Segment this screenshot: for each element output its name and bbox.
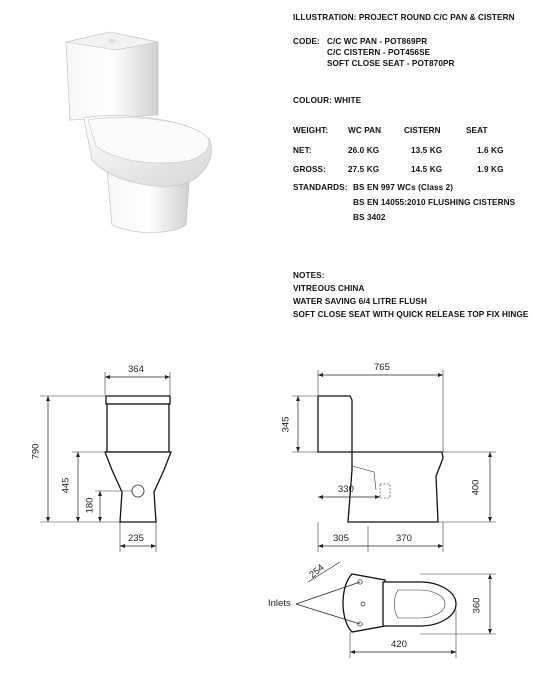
gross-cistern: 14.5 KG — [411, 165, 443, 174]
plan-corner: 254 — [307, 562, 327, 581]
side-height-seat: 400 — [470, 479, 482, 496]
code-line-seat: SOFT CLOSE SEAT - POT870PR — [327, 59, 455, 68]
side-depth-back: 305 — [333, 533, 349, 544]
col-seat: SEAT — [466, 126, 488, 135]
colour-label: COLOUR: — [293, 96, 332, 105]
front-width-top: 364 — [128, 364, 144, 375]
front-height-pan: 445 — [60, 477, 72, 494]
front-height-total: 790 — [30, 443, 42, 460]
gross-label: GROSS: — [293, 165, 326, 174]
standards-label: STANDARDS: — [293, 183, 348, 192]
front-height-outlet: 180 — [84, 497, 96, 514]
plan-width: 420 — [391, 639, 407, 650]
net-seat: 1.6 KG — [477, 146, 504, 155]
side-height-cistern: 345 — [280, 416, 292, 433]
gross-pan: 27.5 KG — [348, 165, 380, 174]
col-wc-pan: WC PAN — [348, 126, 382, 135]
weight-label: WEIGHT: — [293, 126, 329, 135]
side-depth-front: 370 — [396, 533, 412, 544]
colour-value: WHITE — [334, 96, 362, 105]
net-label: NET: — [293, 146, 312, 155]
code-label: CODE: — [293, 37, 320, 46]
col-cistern: CISTERN — [404, 126, 441, 135]
standard-2: BS EN 14055:2010 FLUSHING CISTERNS — [353, 198, 516, 207]
side-length-total: 765 — [374, 362, 390, 373]
standard-3: BS 3402 — [353, 213, 386, 222]
note-1: VITREOUS CHINA — [293, 284, 365, 293]
plan-inlets-label: Inlets — [268, 598, 291, 609]
illustration-label: ILLUSTRATION: — [293, 13, 357, 22]
front-width-base: 235 — [128, 533, 144, 544]
net-cistern: 13.5 KG — [411, 146, 443, 155]
notes-title: NOTES: — [293, 271, 325, 280]
side-outlet-offset: 330 — [338, 484, 354, 495]
illustration-value: PROJECT ROUND C/C PAN & CISTERN — [358, 13, 515, 22]
net-pan: 26.0 KG — [348, 146, 380, 155]
note-2: WATER SAVING 6/4 LITRE FLUSH — [293, 297, 427, 306]
plan-depth: 360 — [471, 597, 483, 614]
standard-1: BS EN 997 WCs (Class 2) — [353, 183, 454, 192]
note-3: SOFT CLOSE SEAT WITH QUICK RELEASE TOP FIX HINGE — [293, 310, 529, 319]
code-line-cistern: C/C CISTERN - POT456SE — [327, 48, 431, 57]
code-line-pan: C/C WC PAN - POT869PR — [327, 37, 428, 46]
gross-seat: 1.9 KG — [477, 165, 504, 174]
